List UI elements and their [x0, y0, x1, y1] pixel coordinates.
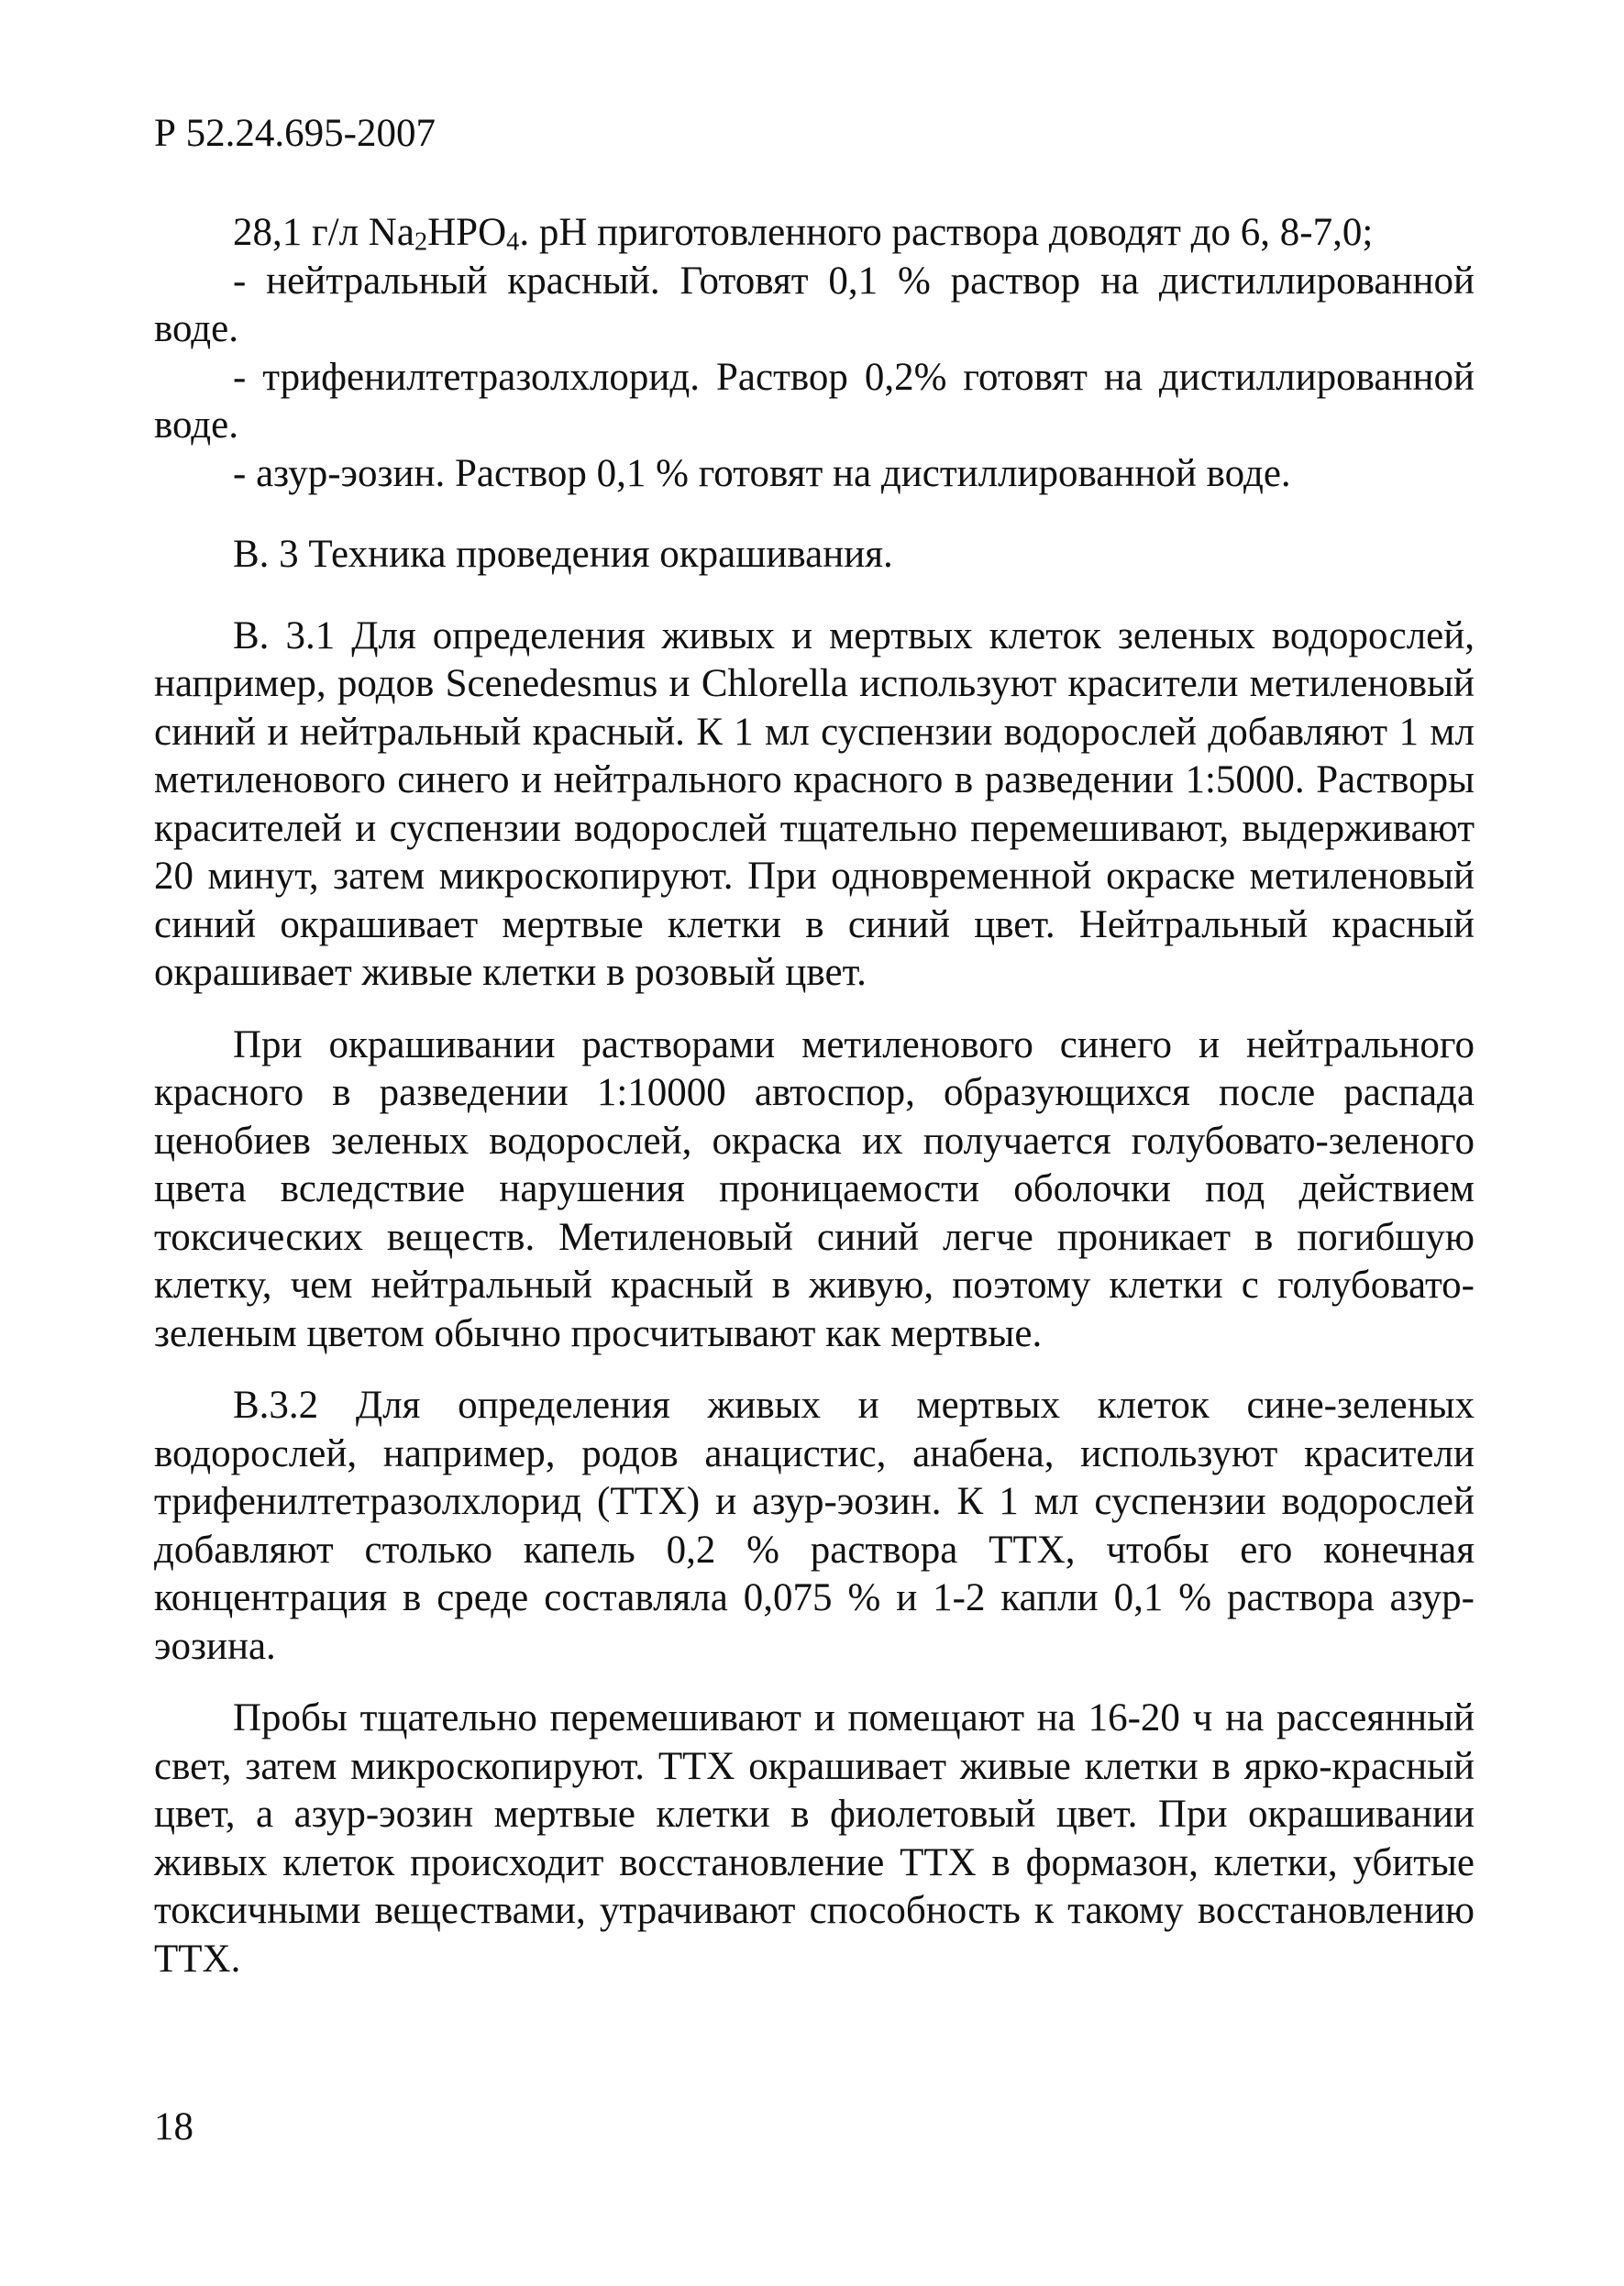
paragraph-triphenyltetrazolium: - трифенилтетразолхлорид. Раствор 0,2% готовят на дистиллированной воде.	[154, 355, 1475, 447]
section-heading-b3: В. 3 Техника проведения окрашивания.	[233, 533, 893, 576]
subscript: 4	[506, 227, 520, 257]
text-fragment: . pH приготовленного раствора доводят до 6, 8-7,0;	[519, 211, 1374, 254]
paragraph-azure-eosin: - азур-эозин. Раствор 0,1 % готовят на дистиллированной воде.	[233, 451, 1291, 495]
paragraph-b3-1-continued: При окрашивании растворами метиленового синего и нейтрального красного в разведении 1:10000 автоспор, образующихся после распада ценобиев зеленых водорослей, окраска их получается голубовато-зеленого цвета вследствие нарушения проницаемости оболочки под действием токсических веществ. Метиленовый синий легче проникает в погибшую клетку, чем нейтральный красный в живую, поэтому клетки с голубовато-зеленым цветом обычно просчитывают как мертвые.	[154, 1022, 1475, 1355]
paragraph-solution-ph	[154, 209, 1475, 258]
subscript: 2	[414, 227, 428, 257]
paragraph-b3-1: В. 3.1 Для определения живых и мертвых клеток зеленых водорослей, например, родов Scenedesmus и Chlorella используют красители метиленовый синий и нейтральный красный. К 1 мл суспензии водорослей добавляют 1 мл метиленового синего и нейтрального красного в разведении 1:5000. Растворы красителей и суспензии водорослей тщательно перемешивают, выдерживают 20 минут, затем микроскопируют. При одновременной окраске метиленовый синий окрашивает мертвые клетки в синий цвет. Нейтральный красный окрашивает живые клетки в розовый цвет.	[154, 613, 1475, 994]
paragraph-neutral-red: - нейтральный красный. Готовят 0,1 % раствор на дистиллированной воде.	[154, 259, 1475, 350]
document-body	[154, 209, 1475, 1983]
text-fragment: HPO	[427, 211, 507, 254]
paragraph-b3-2: В.3.2 Для определения живых и мертвых клеток сине-зеленых водорослей, например, родов анацистис, анабена, используют красители трифенилтетразолхлорид (ТТХ) и азур-эозин. К 1 мл суспензии водорослей добавляют столько капель 0,2 % раствора ТТХ, чтобы его конечная концентрация в среде составляла 0,075 % и 1-2 капли 0,1 % раствора азур-эозина.	[154, 1384, 1475, 1668]
text-fragment: 28,1 г/л Na	[233, 211, 414, 254]
page-number: 18	[154, 2105, 193, 2148]
paragraph-b3-2-continued: Пробы тщательно перемешивают и помещают на 16-20 ч на рассеянный свет, затем микроскопируют. ТТХ окрашивает живые клетки в ярко-красный цвет, а азур-эозин мертвые клетки в фиолетовый цвет. При окрашивании живых клеток происходит восстановление ТТХ в формазон, клетки, убитые токсичными веществами, утрачивают способность к такому восстановлению ТТХ.	[154, 1696, 1475, 1981]
document-code-header: Р 52.24.695-2007	[154, 112, 436, 155]
